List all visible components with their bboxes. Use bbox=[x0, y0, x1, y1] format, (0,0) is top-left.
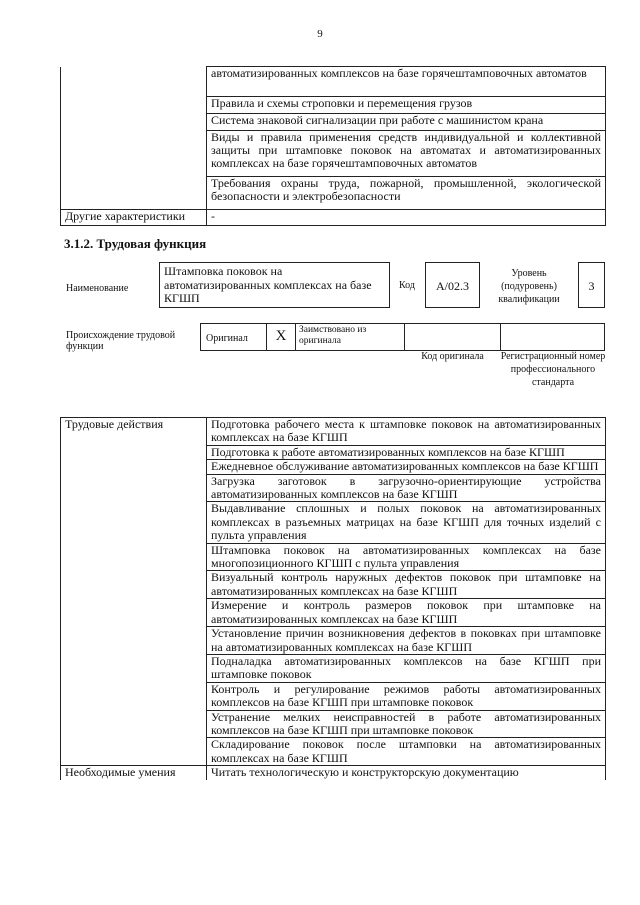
origin-divider-4 bbox=[500, 323, 501, 351]
function-code-value: А/02.3 bbox=[425, 262, 480, 308]
labor-action-text: Измерение и контроль размеров поковок при штамповке на автоматизированных комплексах на базе КГШП bbox=[207, 599, 606, 627]
labor-action-text: Контроль и регулирование режимов работы автоматизированных комплексов на базе КГШП при штамповке поковок bbox=[207, 682, 606, 710]
row-label bbox=[61, 177, 207, 210]
labor-action-text: Выдавливание сплошных и полых поковок на автоматизированных комплексах в разъемных матрицах на базе КГШП для точных изделий с пульта управления bbox=[207, 502, 606, 543]
original-mark: X bbox=[275, 328, 287, 344]
labor-action-text: Подготовка рабочего места к штамповке поковок на автоматизированных комплексах на базе КГШП bbox=[207, 418, 606, 446]
level-label: Уровень (подуровень) квалификации bbox=[498, 268, 560, 305]
skills-label: Необходимые умения bbox=[61, 766, 207, 780]
name-label: Наименование bbox=[66, 283, 129, 294]
code-original-label: Код оригинала bbox=[421, 351, 484, 362]
row-text: автоматизированных комплексов на базе горячештамповочных автоматов bbox=[207, 67, 606, 97]
labor-action-text: Визуальный контроль наружных дефектов поковок при штамповке на автоматизированных комплексах на базе КГШП bbox=[207, 571, 606, 599]
labor-action-text: Устранение мелких неисправностей в работе автоматизированных комплексов на базе КГШП при штамповке поковок bbox=[207, 710, 606, 738]
labor-action-text: Загрузка заготовок в загрузочно-ориентирующие устройства автоматизированных комплексов на базе КГШП bbox=[207, 474, 606, 502]
row-text: Правила и схемы строповки и перемещения грузов bbox=[207, 97, 606, 114]
function-name-value: Штамповка поковок на автоматизированных комплексах на базе КГШП bbox=[159, 262, 390, 308]
origin-divider-3 bbox=[404, 323, 405, 351]
row-label bbox=[61, 97, 207, 114]
skill-text: Читать технологическую и конструкторскую документацию bbox=[207, 766, 606, 780]
code-label: Код bbox=[399, 280, 415, 291]
level-value: 3 bbox=[578, 262, 605, 308]
labor-action-text: Подготовка к работе автоматизированных комплексов на базе КГШП bbox=[207, 445, 606, 459]
knowledge-table-continued bbox=[60, 66, 606, 226]
page-number: 9 bbox=[317, 28, 323, 40]
row-text: Виды и правила применения средств индивидуальной и коллективной защиты при штамповке поковок на автоматах и автоматизированных комплексах на базе горячештамповочных автоматов bbox=[207, 131, 606, 177]
knowledge-row bbox=[61, 210, 606, 226]
row-label bbox=[61, 67, 207, 97]
labor-action-text: Подналадка автоматизированных комплексов на базе КГШП при штамповке поковок bbox=[207, 654, 606, 682]
row-label bbox=[61, 131, 207, 177]
origin-divider-2 bbox=[295, 323, 296, 351]
borrowed-label: Заимствовано из оригинала bbox=[299, 325, 367, 346]
labor-action-text: Складирование поковок после штамповки на автоматизированных комплексах на базе КГШП bbox=[207, 738, 606, 766]
labor-action-row bbox=[61, 418, 606, 446]
row-text: Система знаковой сигнализации при работе с машинистом крана bbox=[207, 114, 606, 131]
origin-label: Происхождение трудовой функции bbox=[66, 330, 176, 352]
labor-action-text: Установление причин возникновения дефектов в поковках при штамповке на автоматизированных комплексах на базе КГШП bbox=[207, 627, 606, 655]
section-heading: 3.1.2. Трудовая функция bbox=[64, 236, 207, 251]
knowledge-row bbox=[61, 67, 606, 97]
reg-number-label: Регистрационный номер профессионального стандарта bbox=[500, 351, 606, 388]
knowledge-row bbox=[61, 97, 606, 114]
skills-row bbox=[61, 766, 606, 780]
origin-divider-1 bbox=[266, 323, 267, 351]
knowledge-row bbox=[61, 131, 606, 177]
row-label bbox=[61, 114, 207, 131]
row-text: - bbox=[207, 210, 606, 226]
labor-actions-table bbox=[60, 417, 606, 780]
labor-action-text: Ежедневное обслуживание автоматизированных комплексов на базе КГШП bbox=[207, 460, 606, 474]
labor-action-text: Штамповка поковок на автоматизированных комплексах на базе многопозиционного КГШП с пульта управления bbox=[207, 543, 606, 571]
row-text: Требования охраны труда, пожарной, промышленной, экологической безопасности и электробезопасности bbox=[207, 177, 606, 210]
row-label: Другие характеристики bbox=[61, 210, 207, 226]
original-label: Оригинал bbox=[206, 333, 248, 344]
knowledge-row bbox=[61, 114, 606, 131]
actions-label: Трудовые действия bbox=[61, 418, 207, 766]
knowledge-row bbox=[61, 177, 606, 210]
